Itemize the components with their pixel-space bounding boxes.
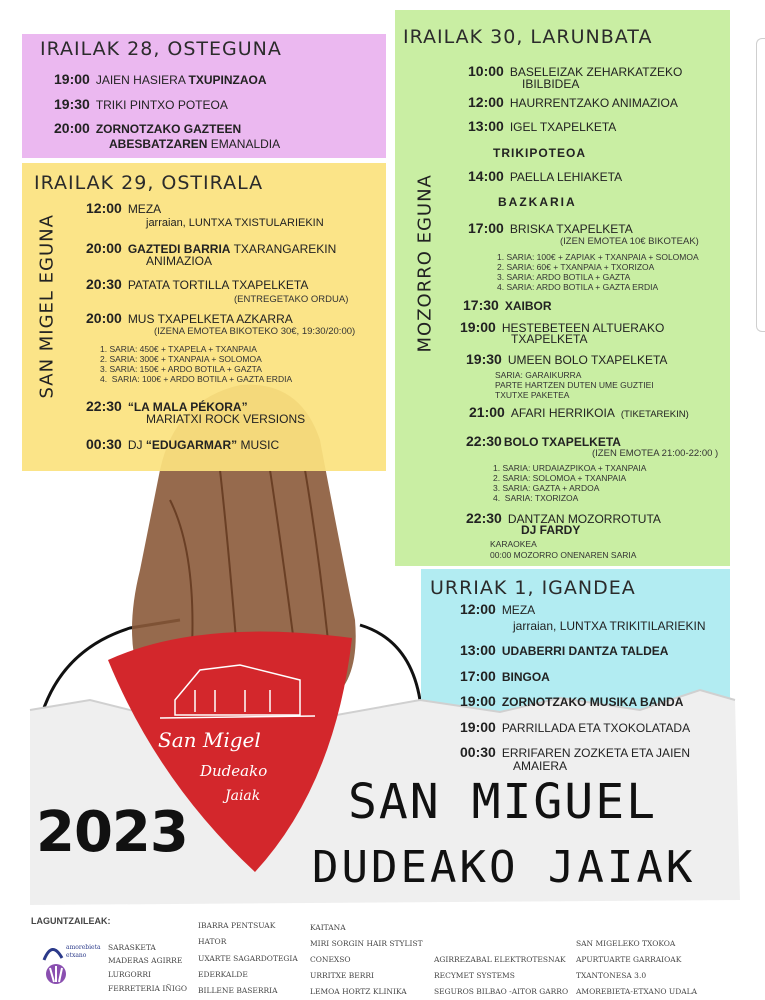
day3-event-3: 13:00 IGEL TXAPELKETA <box>468 118 617 134</box>
sponsor-col1-3: LURGORRI <box>108 970 151 979</box>
sponsor-col2-2: HATOR <box>198 937 227 946</box>
day2-event-1-sub: jarraian, LUNTXA TXISTULARIEKIN <box>146 217 324 229</box>
year-label: 2023 <box>36 800 188 865</box>
day3-mozorro-saria: 00:00 MOZORRO ONENAREN SARIA <box>490 550 637 560</box>
sponsor-col3-2: MIRI SORGIN HAIR STYLIST <box>310 939 423 948</box>
day1-event-1: 19:00 JAIEN HASIERA TXUPINZAOA <box>54 71 267 87</box>
day3-event-1-line2: IBILBIDEA <box>522 77 580 91</box>
sponsor-col3-5: LEMOA HORTZ KLINIKA <box>310 987 407 996</box>
day3-header: IRAILAK 30, LARUNBATA <box>403 26 653 48</box>
day3-event-10: 22:30 BOLO TXAPELKETA <box>466 433 621 449</box>
day3-event-5-sub: (IZEN EMOTEA 10€ BIKOTEAK) <box>560 236 699 247</box>
day4-event-3: 17:00 BINGOA <box>460 668 550 684</box>
day3-bazkaria: BAZKARIA <box>498 195 577 209</box>
day3-briska-prizes: 1. SARIA: 100€ + ZAPIAK + TXANPAIA + SOLOMOA 2. SARIA: 60€ + TXANPAIA + TXORIZOA 3. SARIA: ARDO BOTILA + GAZTA 4. SARIA: ARDO BOTILA + GAZTA ERDIA <box>497 252 699 292</box>
day3-bolo-prizes: 1. SARIA: URDAIAZPIKOA + TXANPAIA 2. SARIA: SOLOMOA + TXANPAIA 3. SARIA: GAZTA + ARDOA 4. SARIA: TXORIZOA <box>493 463 647 503</box>
day3-event-11: 22:30 DANTZAN MOZORROTUTA <box>466 510 661 526</box>
sponsor-col2-1: IBARRA PENTSUAK <box>198 921 276 930</box>
day2-event-6: 00:30 DJ “EDUGARMAR” MUSIC <box>86 436 280 452</box>
bandana-text-3: Jaiak <box>225 788 261 804</box>
main-title-2: DUDEAKO JAIAK <box>312 842 696 893</box>
sponsor-col5-1: SAN MIGELEKO TXOKOA <box>576 939 676 948</box>
day4-event-6: 00:30 ERRIFAREN ZOZKETA ETA JAIEN <box>460 744 691 760</box>
day3-event-7: 19:00 HESTEBETEEN ALTUERAKO <box>460 319 665 335</box>
day2-event-2-sub: ANIMAZIOA <box>146 254 213 268</box>
day3-trikipoteoa: TRIKIPOTEOA <box>493 146 587 160</box>
sponsor-col2-3: UXARTE SAGARDOTEGIA <box>198 954 298 963</box>
day3-event-10-sub: (IZEN EMOTEA 21:00-22:00 ) <box>592 448 719 459</box>
sponsor-col3-4: URRITXE BERRI <box>310 971 375 980</box>
day4-event-5: 19:00 PARRILLADA ETA TXOKOLATADA <box>460 719 691 735</box>
day3-event-8: 19:30 UMEEN BOLO TXAPELKETA <box>466 351 668 367</box>
day3-bolo-kids: SARIA: GARAIKURRA PARTE HARTZEN DUTEN UME GUZTIEI TXUTXE PAKETEA <box>495 370 654 400</box>
day3-event-1: 10:00 BASELEIZAK ZEHARKATZEKO <box>468 63 683 79</box>
day3-event-4: 14:00 PAELLA LEHIAKETA <box>468 168 623 184</box>
sponsor-col1-1: SARASKETA <box>108 943 156 952</box>
sponsor-col4-3: SEGUROS BILBAO -AITOR GARRO <box>434 987 569 996</box>
day4-event-4: 19:00 ZORNOTZAKO MUSIKA BANDA <box>460 693 684 709</box>
day1-event-2: 19:30 TRIKI PINTXO POTEOA <box>54 96 228 112</box>
bandana-text-2: Dudeako <box>200 762 268 780</box>
day2-event-3: 20:30 PATATA TORTILLA TXAPELKETA <box>86 276 309 292</box>
sponsor-col5-3: TXANTONESA 3.0 <box>576 971 647 980</box>
day3-karaokea: KARAOKEA <box>490 539 537 549</box>
sponsor-col5-4: AMOREBIETA-ETXANO UDALA <box>576 987 698 996</box>
day2-event-4: 20:00 MUS TXAPELKETA AZKARRA <box>86 310 293 326</box>
day4-header: URRIAK 1, IGANDEA <box>430 577 636 599</box>
day1-event-3: 20:00 ZORNOTZAKO GAZTEEN <box>54 120 242 136</box>
day2-event-5: 22:30 “LA MALA PÉKORA” <box>86 398 248 414</box>
day4-event-2: 13:00 UDABERRI DANTZA TALDEA <box>460 642 669 658</box>
bandana-text-1: San Migel <box>158 728 261 752</box>
day3-event-7-line2: TXAPELKETA <box>511 332 588 346</box>
day2-event-3-sub: (ENTREGETAKO ORDUA) <box>234 294 349 305</box>
day3-side-label: MOZORRO EGUNA <box>414 174 436 353</box>
sponsors-label: LAGUNTZAILEAK: <box>31 916 111 926</box>
day2-event-5-sub: MARIATXI ROCK VERSIONS <box>146 412 306 426</box>
day3-event-5: 17:00 BRISKA TXAPELKETA <box>468 220 633 236</box>
day3-event-2: 12:00 HAURRENTZAKO ANIMAZIOA <box>468 94 678 110</box>
sponsor-col4-1: AGIRREZABAL ELEKTROTESNAK <box>434 955 566 964</box>
day2-event-1: 12:00 MEZA <box>86 200 162 216</box>
day3-event-6: 17:30 XAIBOR <box>463 297 552 313</box>
sponsor-logo-text: amorebieta etxano <box>66 944 101 959</box>
day1-header: IRAILAK 28, OSTEGUNA <box>40 38 282 60</box>
day2-side-label: SAN MIGEL EGUNA <box>36 214 58 399</box>
sponsor-col2-5: BILLENE BASERRIA <box>198 986 278 995</box>
main-title-1: SAN MIGUEL <box>348 774 657 830</box>
sponsor-col3-3: CONEXSO <box>310 955 351 964</box>
day2-mus-prizes: 1. SARIA: 450€ + TXAPELA + TXANPAIA 2. SARIA: 300€ + TXANPAIA + SOLOMOA 3. SARIA: 150€ + ARDO BOTILA + GAZTA 4. SARIA: 100€ + ARDO BOTILA + GAZTA ERDIA <box>100 344 293 384</box>
day1-event-3-line2: ABESBATZAREN EMANALDIA <box>109 137 281 151</box>
sponsor-col1-4: FERRETERIA IÑIGO <box>108 984 187 993</box>
day4-event-6-line2: AMAIERA <box>513 759 568 773</box>
day2-event-4-sub: (IZENA EMOTEA BIKOTEKO 30€, 19:30/20:00) <box>154 326 356 337</box>
day2-header: IRAILAK 29, OSTIRALA <box>34 172 264 194</box>
sponsor-col1-2: MADERAS AGIRRE <box>108 956 183 965</box>
sponsor-col3-1: KAITANA <box>310 923 346 932</box>
sponsor-col4-2: RECYMET SYSTEMS <box>434 971 515 980</box>
day4-event-1: 12:00 MEZA <box>460 601 536 617</box>
day4-event-1-sub: jarraian, LUNTXA TRIKITILARIEKIN <box>513 619 706 633</box>
day3-event-9: 21:00 AFARI HERRIKOIA (TIKETAREKIN) <box>469 404 689 420</box>
scrollbar-handle[interactable] <box>756 38 765 332</box>
day3-event-11-line2: DJ FARDY <box>521 523 581 537</box>
sponsor-col2-4: EDERKALDE <box>198 970 248 979</box>
sponsor-col5-2: APURTUARTE GARRAIOAK <box>576 955 682 964</box>
day2-event-2: 20:00 GAZTEDI BARRIA TXARANGAREKIN <box>86 240 337 256</box>
